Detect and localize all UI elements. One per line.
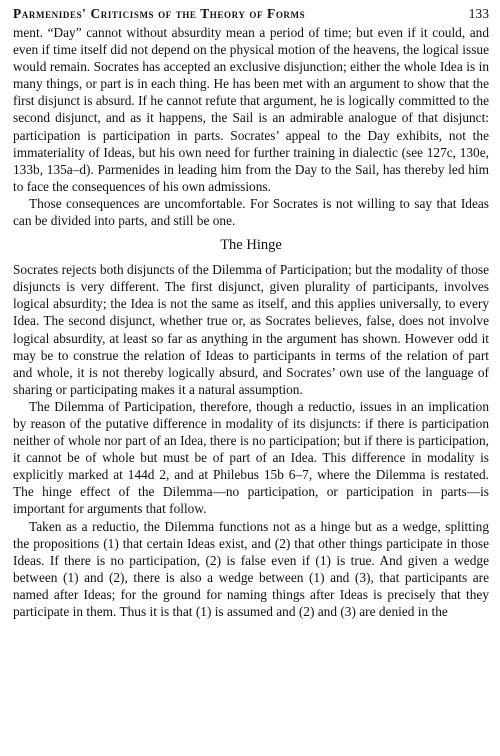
page-number: 133 [468,6,489,21]
section-heading: The Hinge [220,237,282,254]
paragraph: Taken as a reductio, the Dilemma functions not as a hinge but as a wedge, splitting the propositions (1) that certain Ideas exist, and (2) that other things participate in those Ideas. If there is no participation, (2) is false even if (1) is true. And given a wedge between (1) and (2), there is also a wedge between (1) and (3), that participants are named after Ideas; for the ground for naming things after Ideas is precisely that they participate in them. Thus it is that (1) is assumed and (2) and (3) are denied in the [13,518,489,619]
body-text [13,24,489,620]
running-head-title: Parmenides' Criticisms of the Theory of Forms [13,6,306,21]
paragraph: Socrates rejects both disjuncts of the Dilemma of Participation; but the modality of those disjuncts is very different. The first disjunct, given plurality of participants, involves logical absurdity; the Idea is not the same as itself, and this applies universally, to every Idea. The second disjunct, whether true or, as Socrates believes, false, does not involve logical absurdity, at least so far as anything in the argument has shown. However odd it may be to construe the relation of Ideas to participants in terms of the relation of part and whole, it is not thereby logically absurd, and Socrates’ own use of the language of sharing or participating makes it a natural assumption. [13,262,489,397]
paragraph: Those consequences are uncomfortable. For Socrates is not willing to say that Ideas can be divided into parts, and still be one. [13,195,489,229]
running-head [13,6,489,24]
paragraph: The Dilemma of Participation, therefore, though a reductio, issues in an implication by reason of the putative difference in modality of its disjuncts: if there is participation neither of whole nor part of an Idea, there is no participation; but if there is participation, it cannot be of whole but must be of part of an Idea. This difference in modality is explicitly marked at 144d 2, and at Philebus 15b 6–7, where the Dilemma is restated. The hinge effect of the Dilemma—no participation, or participation in parts—is important for arguments that follow. [13,398,489,517]
paragraph-continuation: ment. “Day” cannot without absurdity mean a period of time; but even if it could, and even if time itself did not depend on the physical motion of the heavens, the logical issue would remain. Socrates has accepted an exclusive disjunction; either the whole Idea is in many things, or part is in each thing. He has been met with an argument to show that the first disjunct is absurd. If he cannot refute that argument, he is logically committed to the second disjunct, and as it happens, the Sail is an admirable analogue of that disjunct: participation is participation in parts. Socrates’ appeal to the Day exhibits, not the immateriality of Ideas, but his own need for further training in dialectic (see 127c, 130e, 133b, 135a–d). Parmenides in leading him from the Day to the Sail, has thereby led him to face the consequences of his own admissions. [13,25,489,194]
